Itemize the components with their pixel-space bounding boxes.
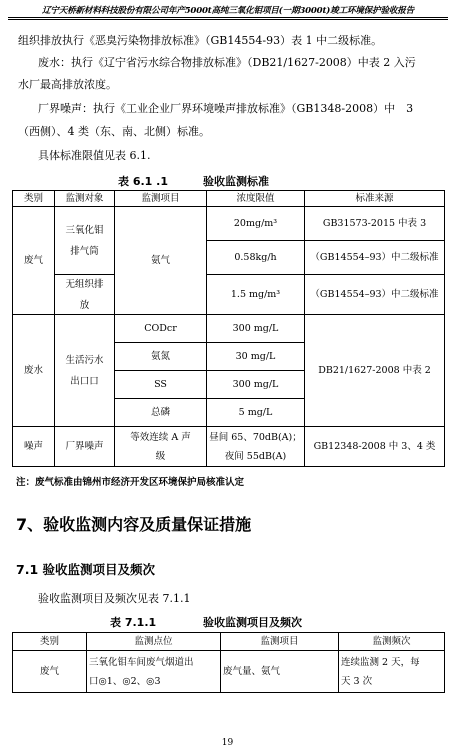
object-noise: 厂界噪声 (55, 427, 115, 467)
source-gb31573: GB31573-2015 中表 3 (305, 207, 445, 241)
table1-caption-title: 验收监测标准 (203, 175, 269, 188)
header-limit: 浓度限值 (207, 191, 305, 207)
item-noise (115, 427, 207, 467)
limit-noise (207, 427, 305, 467)
row-point-line1: 三氧化钼车间废气烟道出 (89, 656, 194, 668)
section-heading-7-1: 7.1 验收监测项目及频次 (16, 562, 155, 577)
limit-ammonia-conc: 20mg/m³ (207, 207, 305, 241)
header-divider (8, 17, 448, 20)
table-row (13, 315, 445, 343)
paragraph-noise-standard-line1: 厂界噪声：执行《工业企业厂界环境噪声排放标准》（GB1348-2008）中 3 (38, 102, 414, 115)
item-nh3n: 氨氮 (115, 343, 207, 371)
source-gb14554-b: （GB14554–93）中二级标准 (305, 275, 445, 315)
object-unorganized (55, 275, 115, 315)
object-unorganized-line2: 放 (79, 299, 90, 311)
paragraph-water-standard-line2: 水厂最高排放浓度。 (18, 78, 117, 91)
paragraph-water-standard-line1: 废水：执行《辽宁省污水综合物排放标准》（DB21/1627-2008）中表 2 入污 (38, 56, 416, 69)
header-source: 标准来源 (305, 191, 445, 207)
paragraph-gas-standard: 组织排放执行《恶臭污染物排放标准》（GB14554-93）表 1 中二级标准。 (18, 34, 383, 47)
header-point: 监测点位 (87, 633, 221, 651)
table-header-row (13, 633, 445, 651)
section-heading-7: 7、验收监测内容及质量保证措施 (16, 515, 252, 534)
header-category: 类别 (13, 633, 87, 651)
item-tp: 总磷 (115, 399, 207, 427)
category-noise: 噪声 (13, 427, 55, 467)
header-items: 监测项目 (221, 633, 339, 651)
object-stack-line2: 排气筒 (70, 245, 99, 257)
limit-noise-night: 夜间 55dB(A) (224, 450, 287, 462)
source-water: DB21/1627-2008 中表 2 (305, 315, 445, 427)
object-stack (55, 207, 115, 275)
header-category: 类别 (13, 191, 55, 207)
header-item: 监测项目 (115, 191, 207, 207)
row-point-line2: 口◎1、◎2、◎3 (89, 675, 161, 687)
paragraph-table-reference: 具体标准限值见表 6.1. (38, 149, 151, 162)
table2-caption-title: 验收监测项目及频次 (203, 616, 302, 629)
category-gas: 废气 (13, 207, 55, 315)
table-row (13, 275, 445, 315)
table1-caption-number: 表 6.1 .1 (118, 175, 168, 188)
limit-nh3n: 30 mg/L (207, 343, 305, 371)
row-category: 废气 (13, 651, 87, 693)
category-water: 废水 (13, 315, 55, 427)
header-object: 监测对象 (55, 191, 115, 207)
limit-tp: 5 mg/L (207, 399, 305, 427)
table-row (13, 651, 445, 693)
source-gb14554-a: （GB14554–93）中二级标准 (305, 241, 445, 275)
page-header: 辽宁天桥新材料科技股份有限公司年产5000t高纯三氧化钼项目(一期3000t)竣工环境保护验收报告 (41, 6, 415, 16)
monitoring-items-table (12, 632, 445, 693)
limit-cod: 300 mg/L (207, 315, 305, 343)
table2-caption-number: 表 7.1.1 (110, 616, 157, 629)
limit-noise-day: 昼间 65、70dB(A)； (209, 431, 302, 443)
header-frequency: 监测频次 (339, 633, 445, 651)
paragraph-noise-standard-line2: （西侧）、4 类（东、南、北侧）标准。 (18, 125, 210, 138)
object-sewage (55, 315, 115, 427)
row-frequency-line2: 天 3 次 (341, 675, 373, 687)
limit-ammonia-unorganized: 1.5 mg/m³ (207, 275, 305, 315)
object-stack-line1: 三氧化钼 (65, 224, 104, 236)
item-cod: CODcr (115, 315, 207, 343)
paragraph-table711-reference: 验收监测项目及频次见表 7.1.1 (38, 592, 191, 605)
object-sewage-line1: 生活污水 (65, 354, 104, 366)
row-items: 废气量、氨气 (221, 651, 339, 693)
table-note: 注：废气标准由锦州市经济开发区环境保护局核准认定 (16, 477, 245, 488)
item-ss: SS (115, 371, 207, 399)
row-frequency-line1: 连续监测 2 天，每 (341, 656, 420, 668)
item-ammonia: 氨气 (115, 207, 207, 315)
table-header-row (13, 191, 445, 207)
row-frequency (339, 651, 445, 693)
standards-table (12, 190, 445, 467)
page-number: 19 (221, 738, 234, 748)
limit-ss: 300 mg/L (207, 371, 305, 399)
item-noise-line1: 等效连续 A 声 (130, 431, 191, 443)
row-point (87, 651, 221, 693)
source-noise: GB12348-2008 中 3、4 类 (305, 427, 445, 467)
table-row (13, 427, 445, 467)
object-unorganized-line1: 无组织排 (65, 278, 104, 290)
table-row (13, 207, 445, 241)
object-sewage-line2: 出口口 (70, 375, 99, 387)
limit-ammonia-rate: 0.58kg/h (207, 241, 305, 275)
item-noise-line2: 级 (155, 450, 166, 462)
